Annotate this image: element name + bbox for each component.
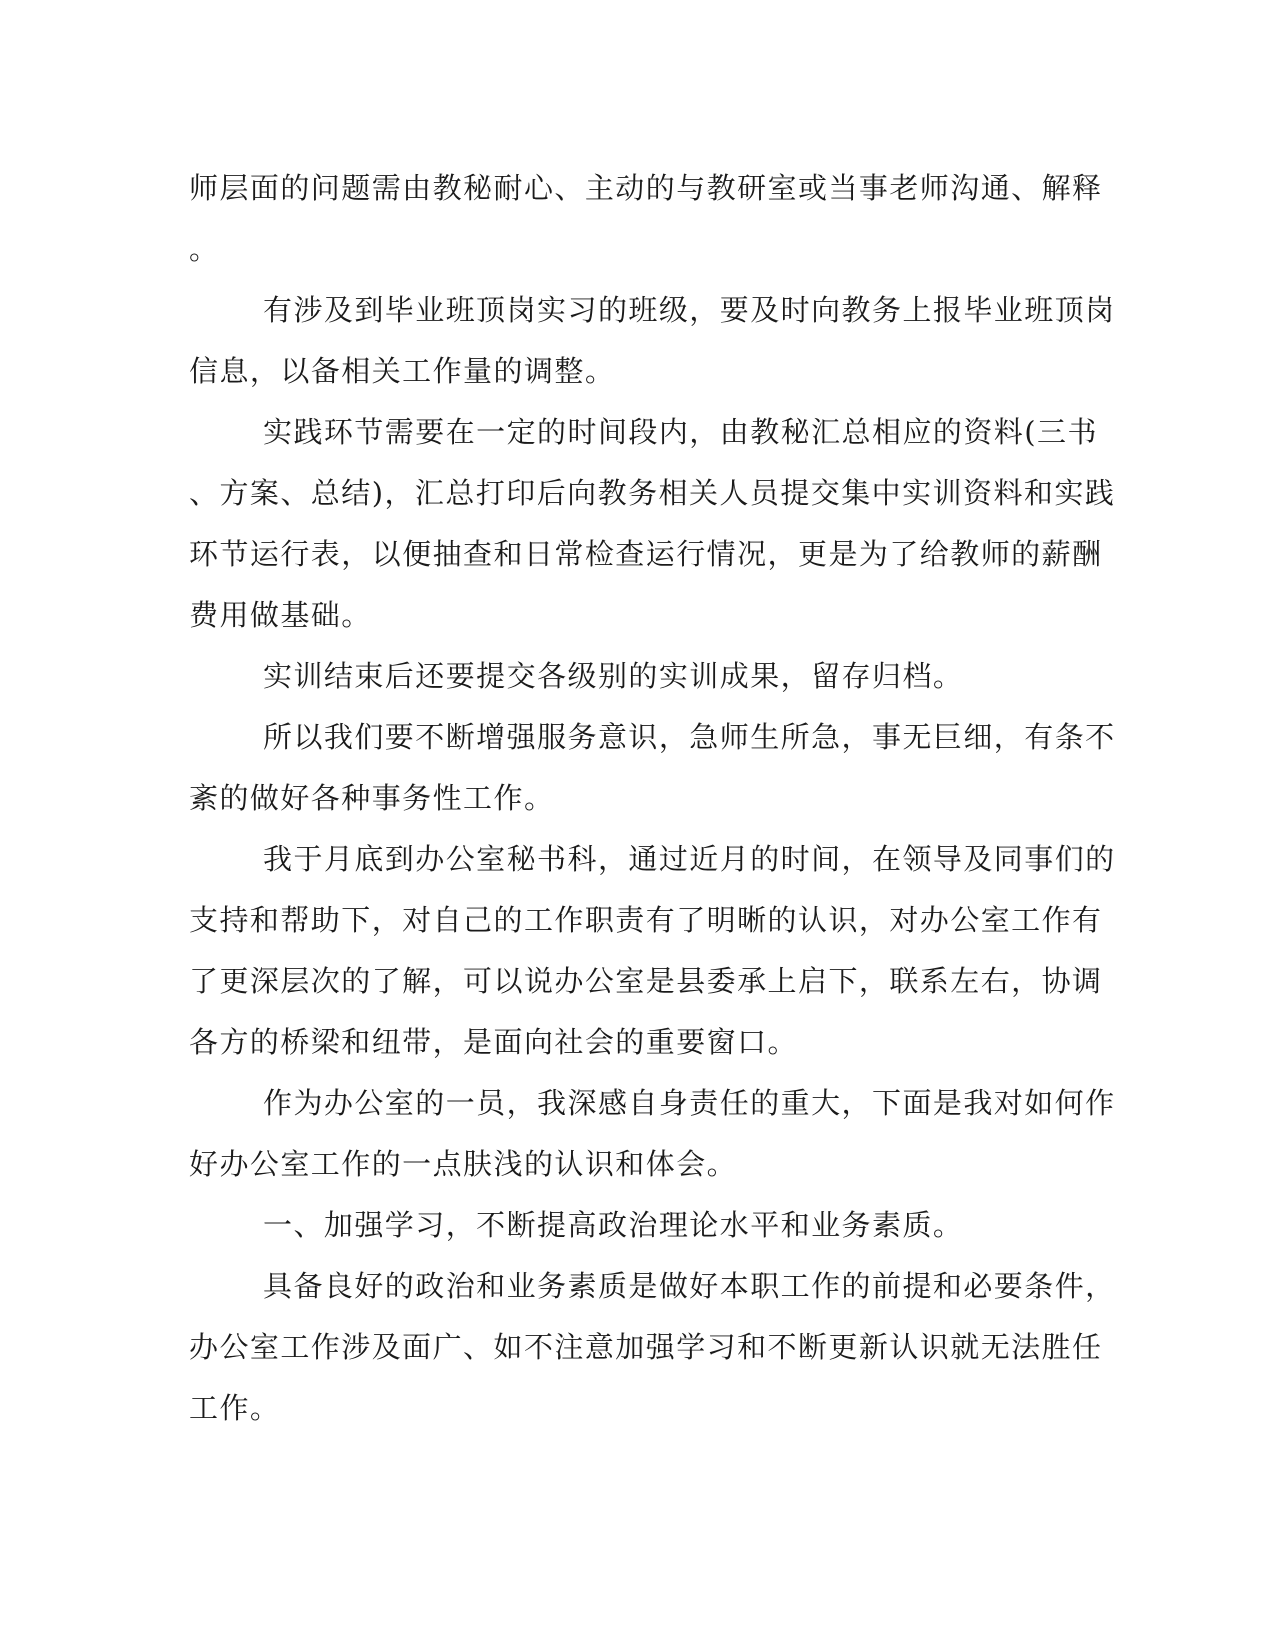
text-line: 具备良好的政治和业务素质是做好本职工作的前提和必要条件， xyxy=(263,1269,1116,1303)
text-line: 好办公室工作的一点肤浅的认识和体会。 xyxy=(189,1147,738,1181)
text-line: 师层面的问题需由教秘耐心、主动的与教研室或当事老师沟通、解释 xyxy=(189,171,1103,205)
text-line: 各方的桥梁和纽带，是面向社会的重要窗口。 xyxy=(189,1025,799,1059)
text-line: 所以我们要不断增强服务意识，急师生所急，事无巨细，有条不 xyxy=(263,720,1116,754)
text-line: 支持和帮助下，对自己的工作职责有了明晰的认识，对办公室工作有 xyxy=(189,903,1103,937)
text-line: 工作。 xyxy=(189,1391,281,1425)
text-line: 实训结束后还要提交各级别的实训成果，留存归档。 xyxy=(263,659,964,693)
text-line: 、方案、总结)，汇总打印后向教务相关人员提交集中实训资料和实践 xyxy=(189,476,1116,510)
text-line: 费用做基础。 xyxy=(189,598,372,632)
text-line: 作为办公室的一员，我深感自身责任的重大，下面是我对如何作 xyxy=(263,1086,1116,1120)
text-line: 有涉及到毕业班顶岗实习的班级，要及时向教务上报毕业班顶岗 xyxy=(263,293,1116,327)
text-line: 一、加强学习，不断提高政治理论水平和业务素质。 xyxy=(263,1208,964,1242)
text-line: 办公室工作涉及面广、如不注意加强学习和不断更新认识就无法胜任 xyxy=(189,1330,1103,1364)
text-line: 。 xyxy=(189,232,220,266)
text-line: 环节运行表，以便抽查和日常检查运行情况，更是为了给教师的薪酬 xyxy=(189,537,1103,571)
text-line: 我于月底到办公室秘书科，通过近月的时间，在领导及同事们的 xyxy=(263,842,1116,876)
text-line: 紊的做好各种事务性工作。 xyxy=(189,781,555,815)
document-body xyxy=(189,158,1116,1439)
text-line: 信息，以备相关工作量的调整。 xyxy=(189,354,616,388)
text-line: 实践环节需要在一定的时间段内，由教秘汇总相应的资料(三书 xyxy=(263,415,1098,449)
text-line: 了更深层次的了解，可以说办公室是县委承上启下，联系左右，协调 xyxy=(189,964,1103,998)
